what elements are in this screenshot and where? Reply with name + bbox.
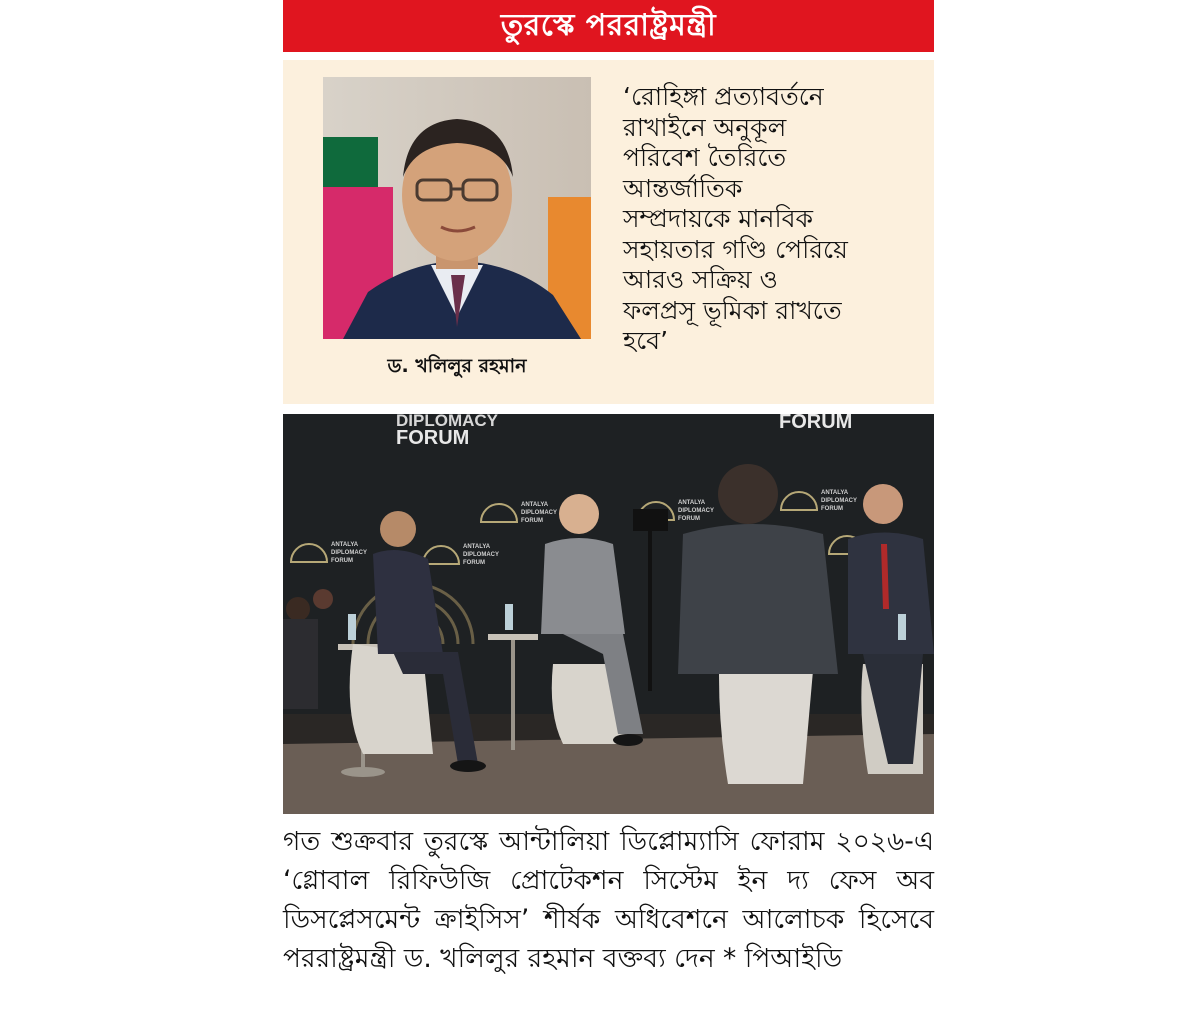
svg-text:ANTALYA: ANTALYA: [821, 490, 849, 496]
svg-text:ANTALYA: ANTALYA: [331, 542, 359, 548]
quote-line: পরিবেশ তৈরিতে: [623, 143, 787, 172]
svg-text:FORUM: FORUM: [331, 558, 353, 564]
svg-text:ANTALYA: ANTALYA: [521, 502, 549, 508]
quote-line: আরও সক্রিয় ও: [623, 265, 778, 294]
quote-line: সহায়তার গণ্ডি পেরিয়ে: [623, 234, 848, 264]
headline-title: তুরস্কে পররাষ্ট্রমন্ত্রী: [500, 7, 717, 43]
svg-text:FORUM: FORUM: [521, 518, 543, 524]
photo-caption: গত শুক্রবার তুরস্কে আন্টালিয়া ডিপ্লোম্যাসি ফোরাম ২০২৬-এ ‘গ্লোবাল রিফিউজি প্রোটেকশন সিস্টেম ইন দ্য ফেস অব ডিসপ্লেসমেন্ট ক্রাইসিস’ শীর্ষক অধিবেশনে আলোচক হিসেবে পররাষ্ট্রমন্ত্রী ড. খলিলুর রহমান বক্তব্য দেন * পিআইডি: [283, 826, 934, 974]
svg-text:ANTALYA: ANTALYA: [678, 500, 706, 506]
backdrop-text: FORUM: [779, 414, 853, 433]
quote-box: [283, 60, 934, 404]
quote-text: [623, 82, 923, 357]
quote-line: রাখাইনে অনুকূল: [623, 112, 787, 142]
svg-text:DIPLOMACY: DIPLOMACY: [331, 550, 367, 556]
forum-panel-photo: [283, 414, 934, 814]
news-clipping: [283, 0, 934, 1025]
quote-line: আন্তর্জাতিক: [623, 173, 743, 203]
quote-line: ‘রোহিঙ্গা প্রত্যাবর্তনে: [623, 82, 824, 111]
svg-text:DIPLOMACY: DIPLOMACY: [521, 510, 557, 516]
backdrop-text: DIPLOMACY: [396, 414, 498, 430]
headline-banner: [283, 0, 934, 52]
svg-text:ANTALYA: ANTALYA: [463, 544, 491, 550]
quote-line: সম্প্রদায়কে মানবিক: [623, 204, 814, 233]
svg-text:DIPLOMACY: DIPLOMACY: [678, 508, 714, 514]
quote-line: হবে’: [623, 326, 669, 355]
portrait-photo: [323, 77, 591, 339]
svg-text:DIPLOMACY: DIPLOMACY: [821, 498, 857, 504]
svg-text:DIPLOMACY: DIPLOMACY: [463, 552, 499, 558]
portrait-name: ড. খলিলুর রহমান: [387, 355, 527, 377]
svg-text:FORUM: FORUM: [678, 516, 700, 522]
quote-line: ফলপ্রসূ ভূমিকা রাখতে: [623, 295, 842, 325]
svg-text:FORUM: FORUM: [463, 560, 485, 566]
svg-text:FORUM: FORUM: [821, 506, 843, 512]
backdrop-text: FORUM: [396, 427, 470, 449]
